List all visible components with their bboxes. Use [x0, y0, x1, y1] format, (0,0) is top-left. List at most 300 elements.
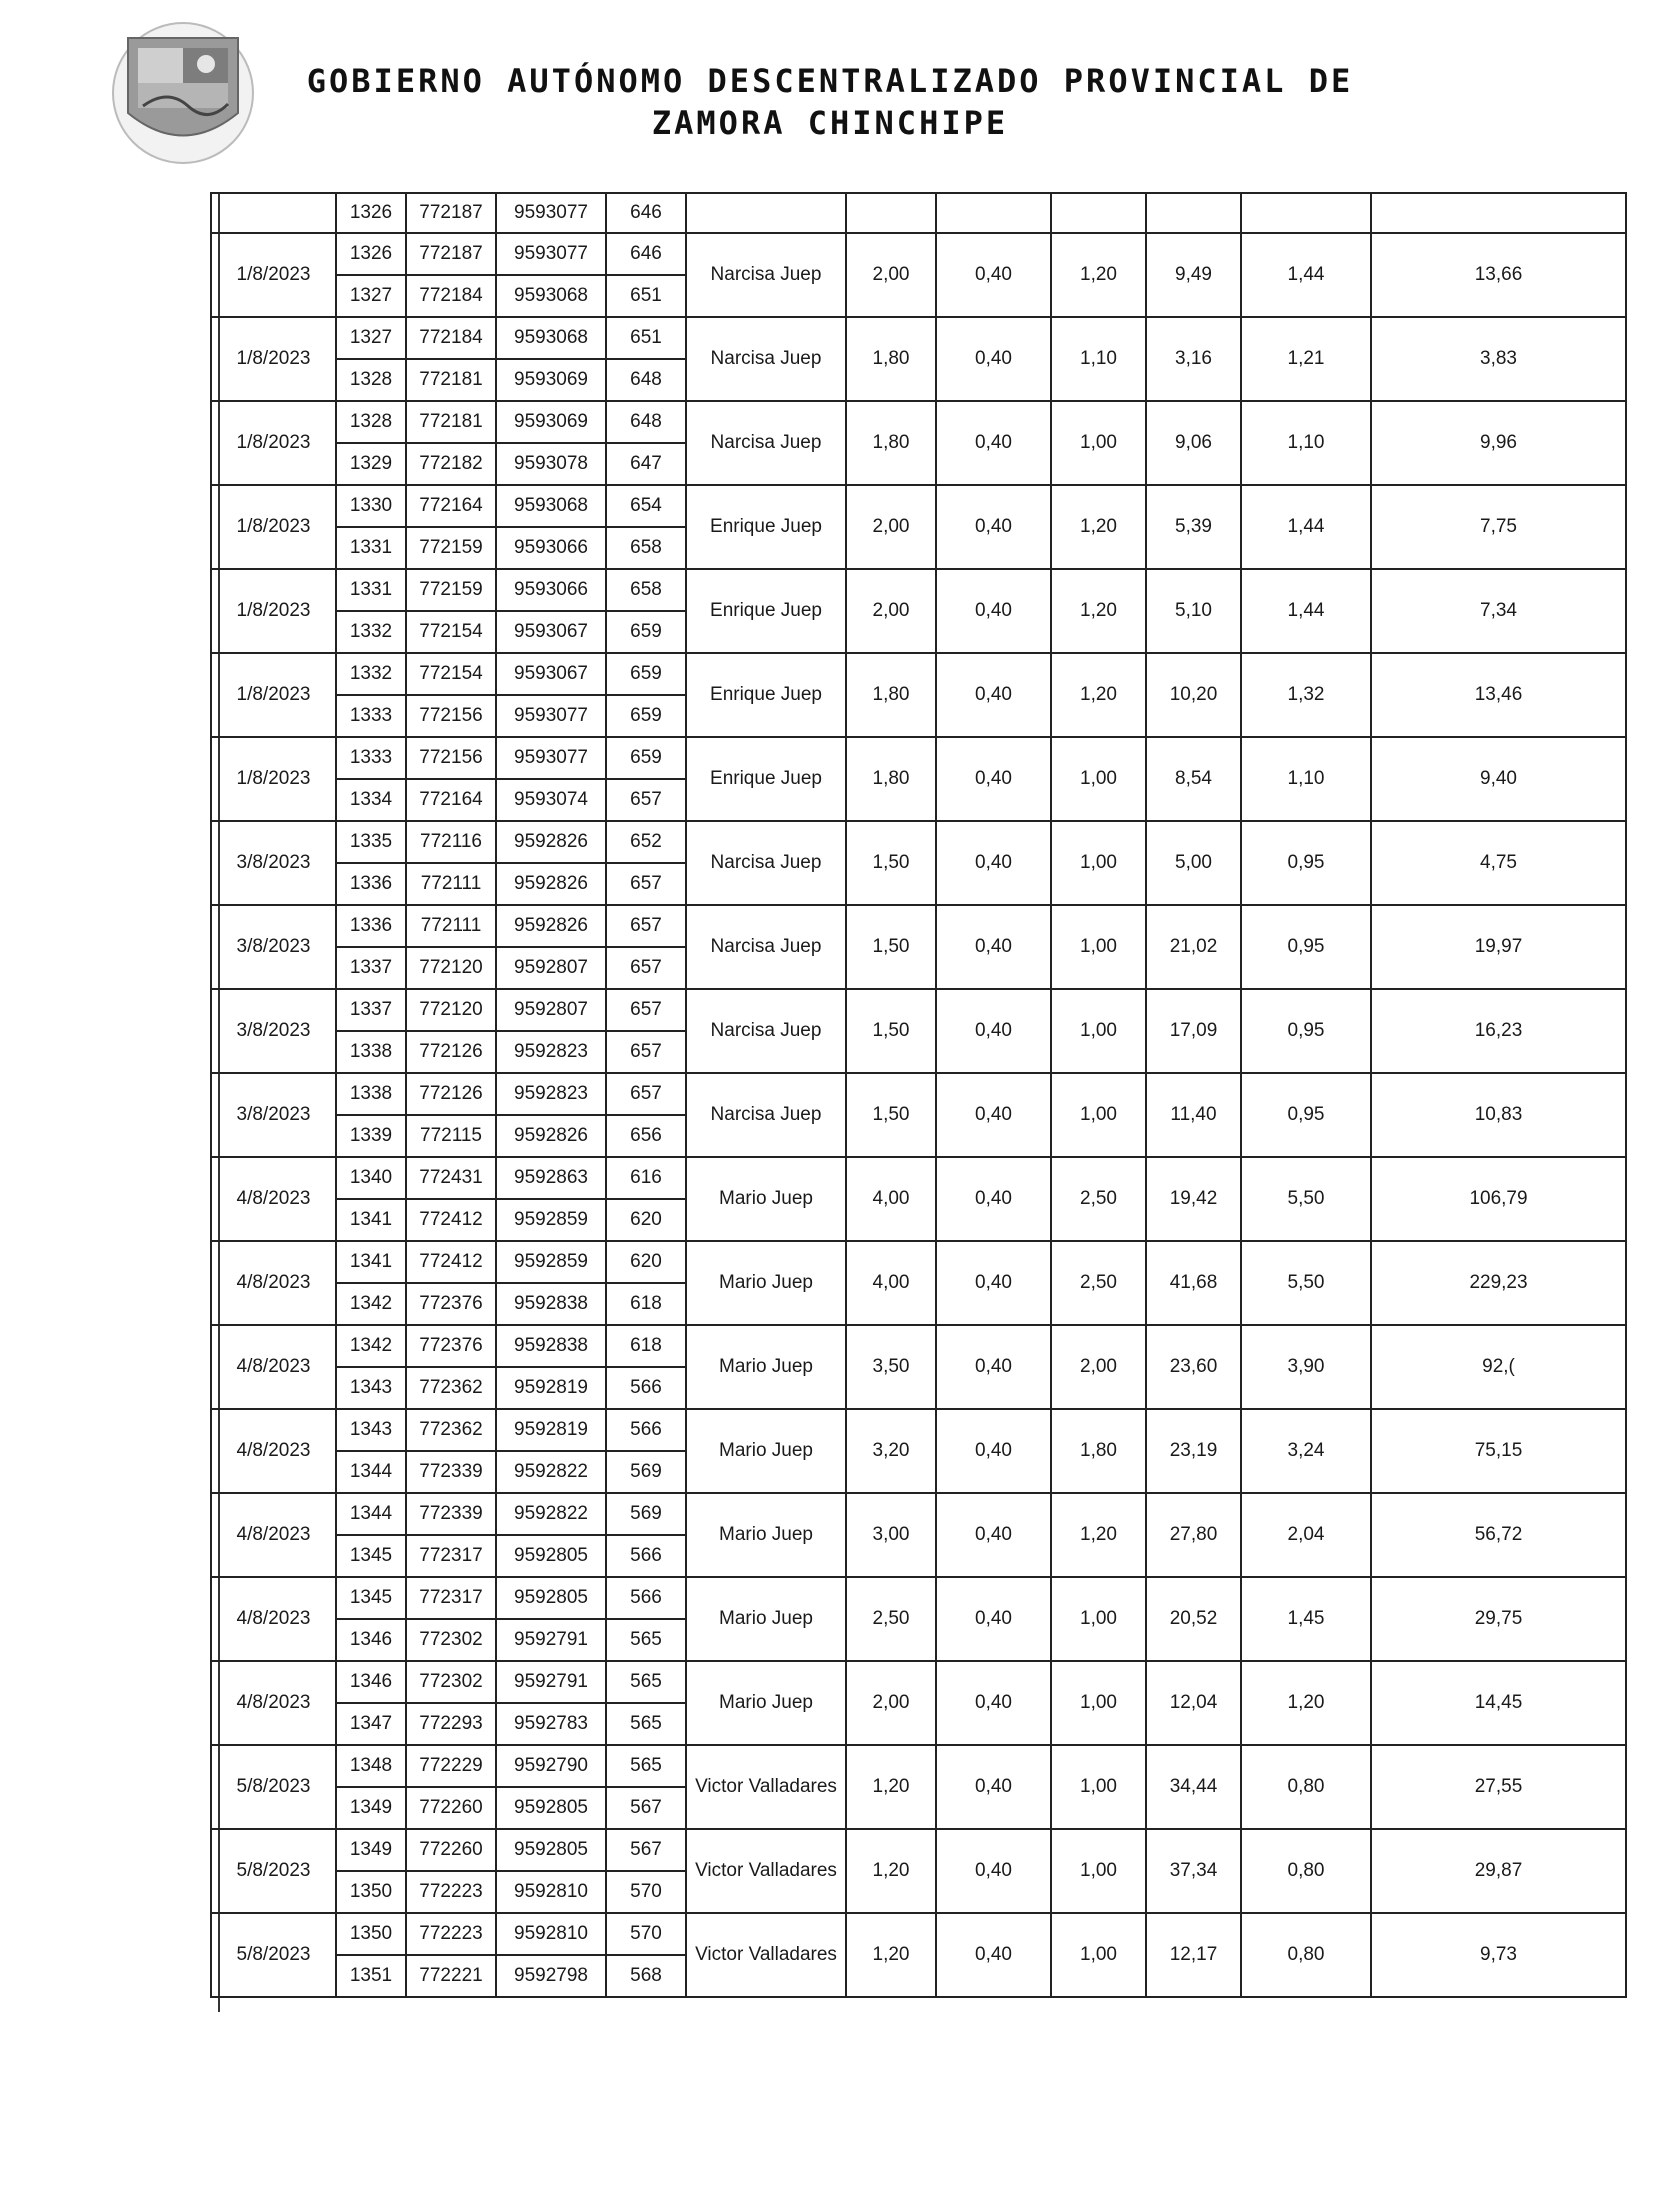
- table-row: [211, 653, 1626, 695]
- point-cell: 1347: [336, 1703, 406, 1745]
- responsible-name-cell: Mario Juep: [686, 1661, 846, 1745]
- value-cell-6: 229,23: [1371, 1241, 1626, 1325]
- value-cell-4: 12,17: [1146, 1913, 1241, 1997]
- value-cell-3: 1,20: [1051, 233, 1146, 317]
- responsible-name-cell: Mario Juep: [686, 1241, 846, 1325]
- elevation-cell: 565: [606, 1703, 686, 1745]
- value-cell-5: 1,45: [1241, 1577, 1371, 1661]
- coord-x-cell: 772317: [406, 1535, 496, 1577]
- coord-y-cell: 9593077: [496, 737, 606, 779]
- value-cell-3: 1,20: [1051, 569, 1146, 653]
- value-cell-3: 1,00: [1051, 1745, 1146, 1829]
- elevation-cell: 657: [606, 905, 686, 947]
- value-cell-6: 9,40: [1371, 737, 1626, 821]
- empty-cell: [1051, 193, 1146, 233]
- elevation-cell: 659: [606, 611, 686, 653]
- elevation-cell: 569: [606, 1493, 686, 1535]
- table-row: [211, 905, 1626, 947]
- elevation-cell: 566: [606, 1535, 686, 1577]
- value-cell-2: 0,40: [936, 569, 1051, 653]
- provincial-seal-icon: [108, 18, 258, 168]
- value-cell-5: 1,10: [1241, 401, 1371, 485]
- point-cell: 1333: [336, 695, 406, 737]
- value-cell-4: 9,49: [1146, 233, 1241, 317]
- responsible-name-cell: Mario Juep: [686, 1493, 846, 1577]
- value-cell-2: 0,40: [936, 1073, 1051, 1157]
- value-cell-5: 0,80: [1241, 1913, 1371, 1997]
- value-cell-4: 41,68: [1146, 1241, 1241, 1325]
- value-cell-4: 12,04: [1146, 1661, 1241, 1745]
- value-cell-6: 16,23: [1371, 989, 1626, 1073]
- table-row: [211, 193, 1626, 233]
- value-cell-5: 2,04: [1241, 1493, 1371, 1577]
- point-cell: 1336: [336, 905, 406, 947]
- value-cell-5: 5,50: [1241, 1241, 1371, 1325]
- coord-x-cell: 772115: [406, 1115, 496, 1157]
- date-cell: 3/8/2023: [211, 905, 336, 989]
- value-cell-3: 1,00: [1051, 1073, 1146, 1157]
- table-row: [211, 1073, 1626, 1115]
- coord-x-cell: 772159: [406, 569, 496, 611]
- coord-y-cell: 9592838: [496, 1325, 606, 1367]
- point-cell: 1350: [336, 1913, 406, 1955]
- point-cell: 1343: [336, 1367, 406, 1409]
- responsible-name-cell: Mario Juep: [686, 1325, 846, 1409]
- coord-x-cell: 772229: [406, 1745, 496, 1787]
- value-cell-5: 1,10: [1241, 737, 1371, 821]
- elevation-cell: 659: [606, 737, 686, 779]
- value-cell-6: 9,96: [1371, 401, 1626, 485]
- value-cell-1: 2,00: [846, 233, 936, 317]
- value-cell-3: 1,00: [1051, 989, 1146, 1073]
- elevation-cell: 657: [606, 1073, 686, 1115]
- elevation-cell: 565: [606, 1745, 686, 1787]
- value-cell-6: 75,15: [1371, 1409, 1626, 1493]
- value-cell-4: 23,60: [1146, 1325, 1241, 1409]
- value-cell-2: 0,40: [936, 905, 1051, 989]
- coord-x-cell: 772260: [406, 1787, 496, 1829]
- value-cell-1: 1,50: [846, 989, 936, 1073]
- coord-y-cell: 9593068: [496, 275, 606, 317]
- coord-x-cell: 772293: [406, 1703, 496, 1745]
- value-cell-3: 1,00: [1051, 1661, 1146, 1745]
- coord-x-cell: 772184: [406, 275, 496, 317]
- elevation-cell: 618: [606, 1283, 686, 1325]
- responsible-name-cell: Narcisa Juep: [686, 1073, 846, 1157]
- elevation-cell: 651: [606, 275, 686, 317]
- coord-x-cell: 772116: [406, 821, 496, 863]
- value-cell-6: 13,46: [1371, 653, 1626, 737]
- elevation-cell: 647: [606, 443, 686, 485]
- value-cell-6: 10,83: [1371, 1073, 1626, 1157]
- coord-y-cell: 9592810: [496, 1871, 606, 1913]
- value-cell-5: 1,32: [1241, 653, 1371, 737]
- coord-x-cell: 772120: [406, 947, 496, 989]
- point-cell: 1336: [336, 863, 406, 905]
- coord-x-cell: 772339: [406, 1493, 496, 1535]
- value-cell-2: 0,40: [936, 1325, 1051, 1409]
- coord-y-cell: 9592791: [496, 1661, 606, 1703]
- elevation-cell: 568: [606, 1955, 686, 1997]
- value-cell-3: 2,50: [1051, 1241, 1146, 1325]
- elevation-cell: 654: [606, 485, 686, 527]
- responsible-name-cell: Enrique Juep: [686, 569, 846, 653]
- value-cell-3: 1,00: [1051, 905, 1146, 989]
- value-cell-1: 1,50: [846, 821, 936, 905]
- coord-y-cell: 9593078: [496, 443, 606, 485]
- empty-cell: [846, 193, 936, 233]
- value-cell-6: 7,34: [1371, 569, 1626, 653]
- point-cell: 1348: [336, 1745, 406, 1787]
- coord-x-cell: 772164: [406, 485, 496, 527]
- coord-x-cell: 772302: [406, 1661, 496, 1703]
- point-cell: 1349: [336, 1787, 406, 1829]
- coord-y-cell: 9592810: [496, 1913, 606, 1955]
- value-cell-6: 7,75: [1371, 485, 1626, 569]
- elevation-cell: 651: [606, 317, 686, 359]
- date-cell: 3/8/2023: [211, 1073, 336, 1157]
- coord-y-cell: 9592859: [496, 1199, 606, 1241]
- value-cell-4: 8,54: [1146, 737, 1241, 821]
- coord-y-cell: 9593068: [496, 317, 606, 359]
- value-cell-1: 1,20: [846, 1913, 936, 1997]
- table-row: [211, 1493, 1626, 1535]
- value-cell-1: 2,00: [846, 1661, 936, 1745]
- elevation-cell: 657: [606, 863, 686, 905]
- coord-y-cell: 9592863: [496, 1157, 606, 1199]
- point-cell: 1332: [336, 653, 406, 695]
- point-cell: 1338: [336, 1031, 406, 1073]
- elevation-cell: 657: [606, 779, 686, 821]
- coord-y-cell: 9593067: [496, 653, 606, 695]
- elevation-cell: 565: [606, 1619, 686, 1661]
- value-cell-2: 0,40: [936, 737, 1051, 821]
- value-cell-1: 1,80: [846, 737, 936, 821]
- value-cell-2: 0,40: [936, 485, 1051, 569]
- coord-y-cell: 9593077: [496, 695, 606, 737]
- coord-x-cell: 772412: [406, 1241, 496, 1283]
- value-cell-3: 1,00: [1051, 821, 1146, 905]
- survey-data-table: [210, 192, 1627, 1998]
- value-cell-5: 0,80: [1241, 1745, 1371, 1829]
- coord-y-cell: 9592783: [496, 1703, 606, 1745]
- table-row: [211, 1241, 1626, 1283]
- point-cell: 1337: [336, 947, 406, 989]
- title-line-2: ZAMORA CHINCHIPE: [651, 104, 1009, 142]
- elevation-cell: 618: [606, 1325, 686, 1367]
- value-cell-4: 9,06: [1146, 401, 1241, 485]
- value-cell-6: 14,45: [1371, 1661, 1626, 1745]
- value-cell-5: 1,20: [1241, 1661, 1371, 1745]
- coord-x-cell: 772154: [406, 653, 496, 695]
- elevation-cell: 565: [606, 1661, 686, 1703]
- empty-cell: [1146, 193, 1241, 233]
- responsible-name-cell: Narcisa Juep: [686, 989, 846, 1073]
- value-cell-1: 4,00: [846, 1157, 936, 1241]
- table-row: [211, 317, 1626, 359]
- value-cell-6: 13,66: [1371, 233, 1626, 317]
- date-cell: 5/8/2023: [211, 1745, 336, 1829]
- value-cell-3: 1,00: [1051, 1829, 1146, 1913]
- table-row: [211, 401, 1626, 443]
- coord-y-cell: 9592798: [496, 1955, 606, 1997]
- coord-y-cell: 9592826: [496, 905, 606, 947]
- coord-y-cell: 9592805: [496, 1829, 606, 1871]
- elevation-cell: 648: [606, 401, 686, 443]
- point-cell: 1351: [336, 1955, 406, 1997]
- value-cell-2: 0,40: [936, 317, 1051, 401]
- value-cell-6: 29,87: [1371, 1829, 1626, 1913]
- coord-x-cell: 772182: [406, 443, 496, 485]
- value-cell-1: 1,80: [846, 317, 936, 401]
- value-cell-4: 5,10: [1146, 569, 1241, 653]
- coord-x-cell: 772302: [406, 1619, 496, 1661]
- value-cell-6: 4,75: [1371, 821, 1626, 905]
- value-cell-4: 3,16: [1146, 317, 1241, 401]
- coord-y-cell: 9592791: [496, 1619, 606, 1661]
- value-cell-4: 11,40: [1146, 1073, 1241, 1157]
- value-cell-6: 3,83: [1371, 317, 1626, 401]
- point-cell: 1332: [336, 611, 406, 653]
- value-cell-3: 1,20: [1051, 1493, 1146, 1577]
- point-cell: 1340: [336, 1157, 406, 1199]
- coord-x-cell: 772184: [406, 317, 496, 359]
- elevation-cell: 620: [606, 1241, 686, 1283]
- value-cell-2: 0,40: [936, 989, 1051, 1073]
- elevation-cell: 620: [606, 1199, 686, 1241]
- coord-y-cell: 9592822: [496, 1451, 606, 1493]
- point-cell: 1326: [336, 233, 406, 275]
- document-title: [255, 60, 1405, 144]
- coord-y-cell: 9592822: [496, 1493, 606, 1535]
- point-cell: 1329: [336, 443, 406, 485]
- point-cell: 1339: [336, 1115, 406, 1157]
- coord-x-cell: 772376: [406, 1283, 496, 1325]
- coord-x-cell: 772126: [406, 1073, 496, 1115]
- value-cell-5: 0,95: [1241, 821, 1371, 905]
- coord-y-cell: 9592838: [496, 1283, 606, 1325]
- value-cell-3: 1,00: [1051, 1577, 1146, 1661]
- elevation-cell: 566: [606, 1367, 686, 1409]
- point-cell: 1337: [336, 989, 406, 1031]
- responsible-name-cell: Victor Valladares: [686, 1829, 846, 1913]
- point-cell: 1350: [336, 1871, 406, 1913]
- date-cell: 4/8/2023: [211, 1493, 336, 1577]
- responsible-name-cell: Enrique Juep: [686, 737, 846, 821]
- value-cell-3: 1,00: [1051, 1913, 1146, 1997]
- table-row: [211, 821, 1626, 863]
- coord-y-cell: 9593069: [496, 401, 606, 443]
- table-row: [211, 1661, 1626, 1703]
- value-cell-1: 1,50: [846, 1073, 936, 1157]
- value-cell-5: 1,44: [1241, 233, 1371, 317]
- coord-y-cell: 9592859: [496, 1241, 606, 1283]
- coord-x-cell: 772156: [406, 737, 496, 779]
- table-row: [211, 233, 1626, 275]
- date-cell: 4/8/2023: [211, 1577, 336, 1661]
- value-cell-4: 37,34: [1146, 1829, 1241, 1913]
- point-cell: 1345: [336, 1535, 406, 1577]
- value-cell-2: 0,40: [936, 1913, 1051, 1997]
- value-cell-3: 1,20: [1051, 653, 1146, 737]
- responsible-name-cell: Narcisa Juep: [686, 905, 846, 989]
- elevation-cell: 659: [606, 653, 686, 695]
- empty-cell: [1241, 193, 1371, 233]
- value-cell-4: 17,09: [1146, 989, 1241, 1073]
- point-cell: 1334: [336, 779, 406, 821]
- value-cell-2: 0,40: [936, 1241, 1051, 1325]
- coord-y-cell: 9592826: [496, 863, 606, 905]
- date-cell: 1/8/2023: [211, 401, 336, 485]
- empty-cell: [936, 193, 1051, 233]
- value-cell-4: 34,44: [1146, 1745, 1241, 1829]
- coord-x-cell: 772111: [406, 905, 496, 947]
- responsible-name-cell: Enrique Juep: [686, 485, 846, 569]
- value-cell-4: 5,39: [1146, 485, 1241, 569]
- elevation-cell: 570: [606, 1913, 686, 1955]
- value-cell-6: 56,72: [1371, 1493, 1626, 1577]
- point-cell: 1326: [336, 193, 406, 233]
- coord-y-cell: 9593066: [496, 569, 606, 611]
- coord-y-cell: 9592805: [496, 1535, 606, 1577]
- value-cell-6: 9,73: [1371, 1913, 1626, 1997]
- coord-x-cell: 772317: [406, 1577, 496, 1619]
- point-cell: 1342: [336, 1325, 406, 1367]
- coord-x-cell: 772164: [406, 779, 496, 821]
- elevation-cell: 567: [606, 1829, 686, 1871]
- point-cell: 1343: [336, 1409, 406, 1451]
- coord-y-cell: 9592819: [496, 1409, 606, 1451]
- value-cell-4: 20,52: [1146, 1577, 1241, 1661]
- point-cell: 1345: [336, 1577, 406, 1619]
- date-cell: 4/8/2023: [211, 1157, 336, 1241]
- value-cell-2: 0,40: [936, 1745, 1051, 1829]
- value-cell-2: 0,40: [936, 821, 1051, 905]
- point-cell: 1327: [336, 275, 406, 317]
- coord-y-cell: 9592790: [496, 1745, 606, 1787]
- elevation-cell: 616: [606, 1157, 686, 1199]
- value-cell-5: 0,95: [1241, 989, 1371, 1073]
- empty-cell: [686, 193, 846, 233]
- value-cell-3: 1,80: [1051, 1409, 1146, 1493]
- responsible-name-cell: Narcisa Juep: [686, 401, 846, 485]
- value-cell-2: 0,40: [936, 1493, 1051, 1577]
- value-cell-1: 2,50: [846, 1577, 936, 1661]
- value-cell-3: 1,00: [1051, 401, 1146, 485]
- table-row: [211, 1409, 1626, 1451]
- coord-x-cell: 772223: [406, 1871, 496, 1913]
- elevation-cell: 652: [606, 821, 686, 863]
- elevation-cell: 646: [606, 193, 686, 233]
- value-cell-3: 2,00: [1051, 1325, 1146, 1409]
- date-cell: 5/8/2023: [211, 1913, 336, 1997]
- value-cell-1: 3,50: [846, 1325, 936, 1409]
- value-cell-6: 106,79: [1371, 1157, 1626, 1241]
- coord-y-cell: 9592805: [496, 1577, 606, 1619]
- coord-y-cell: 9592826: [496, 1115, 606, 1157]
- coord-x-cell: 772412: [406, 1199, 496, 1241]
- value-cell-6: 29,75: [1371, 1577, 1626, 1661]
- table-row: [211, 1577, 1626, 1619]
- date-cell: 3/8/2023: [211, 821, 336, 905]
- table-row: [211, 1913, 1626, 1955]
- coord-y-cell: 9592819: [496, 1367, 606, 1409]
- date-cell: 4/8/2023: [211, 1325, 336, 1409]
- coord-y-cell: 9592807: [496, 989, 606, 1031]
- value-cell-1: 1,80: [846, 653, 936, 737]
- value-cell-5: 3,24: [1241, 1409, 1371, 1493]
- point-cell: 1349: [336, 1829, 406, 1871]
- date-cell: 4/8/2023: [211, 1241, 336, 1325]
- value-cell-2: 0,40: [936, 1661, 1051, 1745]
- table-row: [211, 1829, 1626, 1871]
- date-cell: 4/8/2023: [211, 1661, 336, 1745]
- point-cell: 1327: [336, 317, 406, 359]
- coord-y-cell: 9593069: [496, 359, 606, 401]
- elevation-cell: 646: [606, 233, 686, 275]
- coord-x-cell: 772339: [406, 1451, 496, 1493]
- point-cell: 1328: [336, 359, 406, 401]
- date-cell: 1/8/2023: [211, 233, 336, 317]
- value-cell-6: 27,55: [1371, 1745, 1626, 1829]
- table-row: [211, 1325, 1626, 1367]
- date-cell: 3/8/2023: [211, 989, 336, 1073]
- coord-y-cell: 9592807: [496, 947, 606, 989]
- point-cell: 1333: [336, 737, 406, 779]
- elevation-cell: 566: [606, 1577, 686, 1619]
- point-cell: 1346: [336, 1619, 406, 1661]
- table-row: [211, 737, 1626, 779]
- coord-y-cell: 9592823: [496, 1031, 606, 1073]
- value-cell-5: 3,90: [1241, 1325, 1371, 1409]
- date-cell: 1/8/2023: [211, 569, 336, 653]
- provincial-seal-logo: [108, 18, 258, 168]
- value-cell-1: 1,80: [846, 401, 936, 485]
- coord-x-cell: 772126: [406, 1031, 496, 1073]
- elevation-cell: 569: [606, 1451, 686, 1493]
- value-cell-2: 0,40: [936, 1157, 1051, 1241]
- coord-x-cell: 772223: [406, 1913, 496, 1955]
- value-cell-2: 0,40: [936, 1577, 1051, 1661]
- date-cell: 4/8/2023: [211, 1409, 336, 1493]
- point-cell: 1342: [336, 1283, 406, 1325]
- coord-x-cell: 772260: [406, 1829, 496, 1871]
- value-cell-5: 5,50: [1241, 1157, 1371, 1241]
- value-cell-1: 3,20: [846, 1409, 936, 1493]
- point-cell: 1341: [336, 1241, 406, 1283]
- value-cell-4: 23,19: [1146, 1409, 1241, 1493]
- elevation-cell: 658: [606, 569, 686, 611]
- table-row: [211, 485, 1626, 527]
- table-row: [211, 989, 1626, 1031]
- coord-y-cell: 9593067: [496, 611, 606, 653]
- coord-x-cell: 772181: [406, 401, 496, 443]
- elevation-cell: 570: [606, 1871, 686, 1913]
- value-cell-1: 2,00: [846, 569, 936, 653]
- date-cell: [211, 193, 336, 233]
- value-cell-6: 92,(: [1371, 1325, 1626, 1409]
- value-cell-3: 2,50: [1051, 1157, 1146, 1241]
- coord-x-cell: 772154: [406, 611, 496, 653]
- responsible-name-cell: Victor Valladares: [686, 1913, 846, 1997]
- responsible-name-cell: Mario Juep: [686, 1577, 846, 1661]
- value-cell-1: 3,00: [846, 1493, 936, 1577]
- date-cell: 1/8/2023: [211, 317, 336, 401]
- coord-y-cell: 9593074: [496, 779, 606, 821]
- value-cell-5: 0,80: [1241, 1829, 1371, 1913]
- point-cell: 1346: [336, 1661, 406, 1703]
- coord-x-cell: 772181: [406, 359, 496, 401]
